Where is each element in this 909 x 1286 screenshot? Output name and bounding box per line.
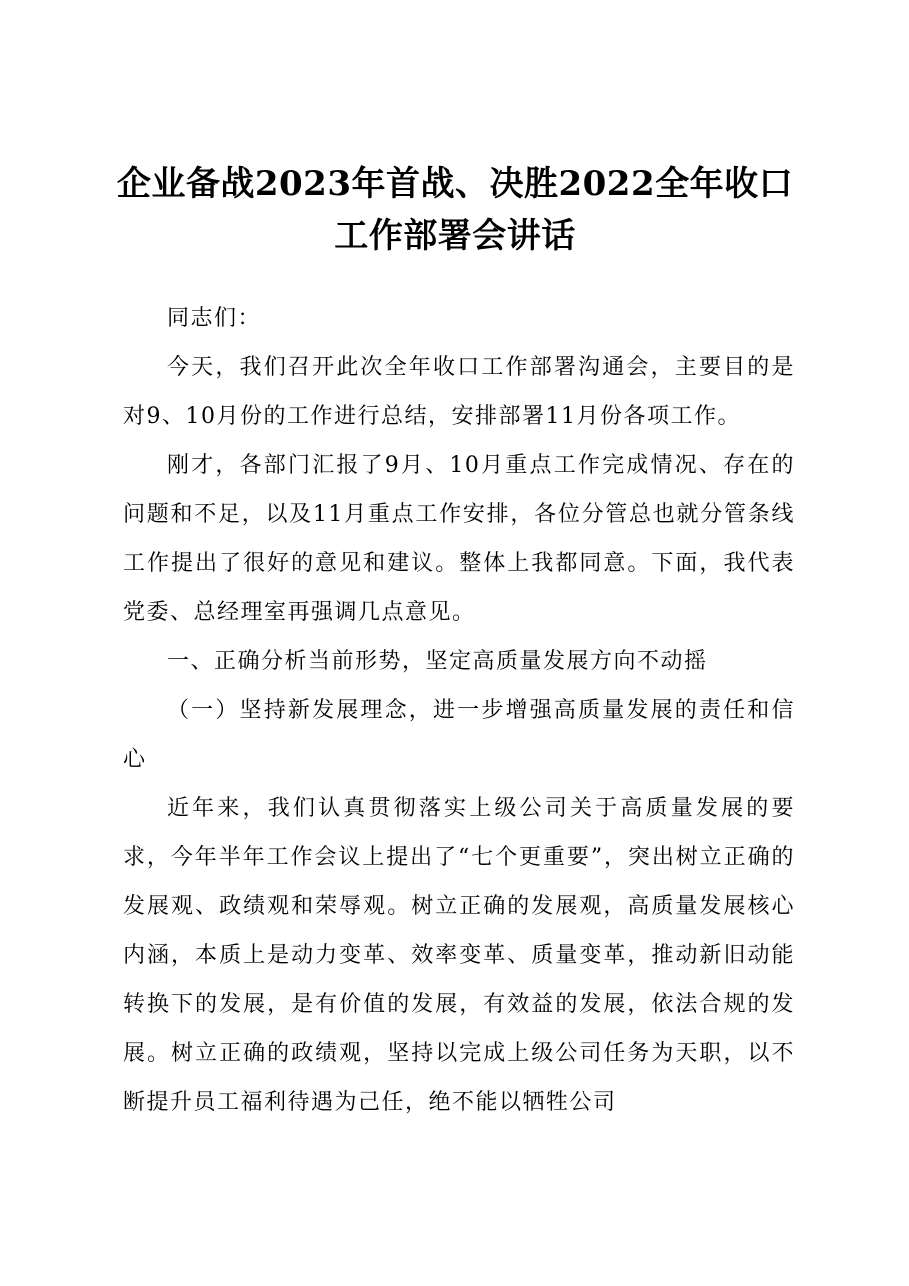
body-paragraph: 今天，我们召开此次全年收口工作部署沟通会，主要目的是对9、10月份的工作进行总结，安排部署11月份各项工作。 <box>123 355 795 429</box>
document-title: 企业备战2023年首战、决胜2022全年收口工作部署会讲话 <box>116 164 794 256</box>
body-paragraph: 近年来，我们认真贯彻落实上级公司关于高质量发展的要求，今年半年工作会议上提出了“七个更重要”，突出树立正确的发展观、政绩观和荣辱观。树立正确的发展观，高质量发展核心内涵，本质上是动力变革、效率变革、质量变革，推动新旧动能转换下的发展，是有价值的发展，有效益的发展，依法合规的发展。树立正确的政绩观，坚持以完成上级公司任务为天职，以不断提升员工福利待遇为己任，绝不能以牺牲公司 <box>123 796 795 1115</box>
section-heading: 一、正确分析当前形势，坚定高质量发展方向不动摇 <box>167 649 708 674</box>
salutation: 同志们： <box>167 306 262 331</box>
document-body <box>123 294 795 1127</box>
subsection-heading: （一）坚持新发展理念，进一步增强高质量发展的责任和信心 <box>123 698 795 772</box>
body-paragraph: 刚才，各部门汇报了9月、10月重点工作完成情况、存在的问题和不足，以及11月重点工作安排，各位分管总也就分管条线工作提出了很好的意见和建议。整体上我都同意。下面，我代表党委、总经理室再强调几点意见。 <box>123 453 795 625</box>
